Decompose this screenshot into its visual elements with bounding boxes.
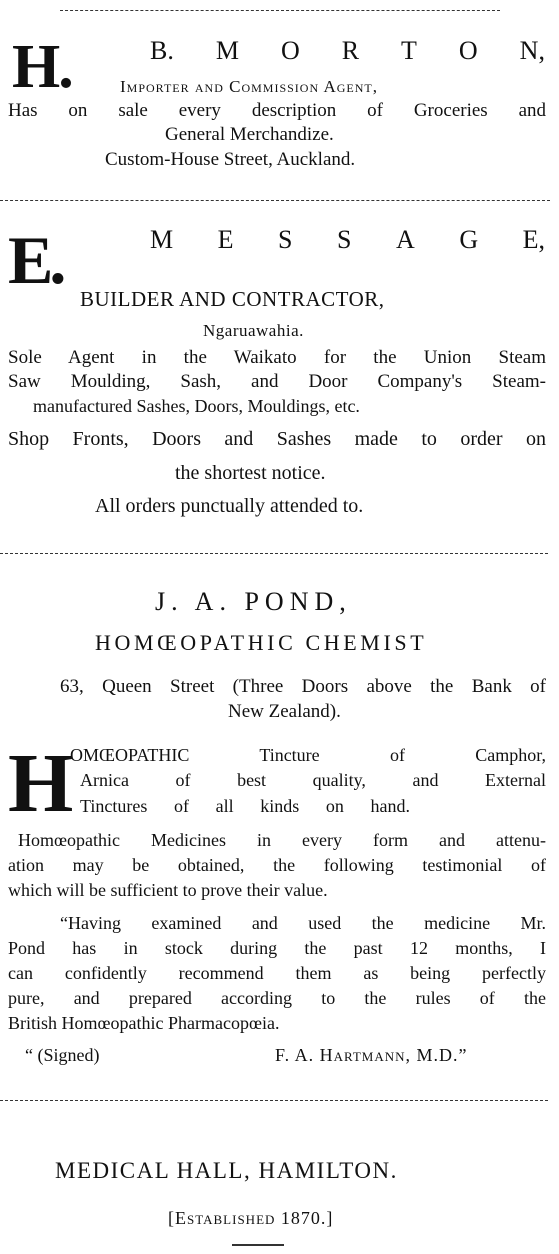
pond-para1-1: OMŒOPATHIC Tincture of Camphor, (70, 745, 546, 765)
morton-name (150, 36, 545, 66)
morton-text-1: Has on sale every description of Groceries and (8, 100, 546, 121)
morton-address: Custom-House Street, Auckland. (105, 149, 356, 170)
pond-address-1: 63, Queen Street (Three Doors above the Bank of (60, 676, 546, 697)
message-role: BUILDER AND CONTRACTOR, (80, 287, 385, 311)
pond-quote-5: British Homœopathic Pharmacopœia. (8, 1013, 280, 1033)
drop-cap-h: H. (12, 33, 72, 101)
name-letter: N, (519, 36, 545, 65)
message-text-4: Shop Fronts, Doors and Sashes made to order on (8, 428, 546, 450)
name-letter: S (278, 225, 293, 254)
name-letter: E (217, 225, 234, 254)
pond-name: J. A. POND, (155, 587, 352, 616)
pond-role: HOMŒOPATHIC CHEMIST (95, 630, 428, 655)
name-letter: O (280, 36, 300, 65)
pond-quote-4: pure, and prepared according to the rules of the (8, 988, 546, 1008)
pond-para1-3: Tinctures of all kinds on hand. (80, 796, 410, 816)
name-letter: M (215, 36, 239, 65)
message-text-6: All orders punctually attended to. (95, 495, 364, 517)
pond-quote-3: can confidently recommend them as being perfectly (8, 963, 546, 983)
name-letter: O (458, 36, 478, 65)
divider-1 (0, 200, 550, 201)
name-letter: S (337, 225, 352, 254)
medical-title: MEDICAL HALL, HAMILTON. (55, 1158, 398, 1183)
message-text-5: the shortest notice. (175, 462, 326, 484)
pond-para1-2: Arnica of best quality, and External (80, 770, 546, 790)
pond-para2-2: ation may be obtained, the following testimonial of (8, 855, 546, 875)
drop-cap-e: E. (8, 222, 63, 298)
morton-text-2: General Merchandize. (165, 124, 334, 145)
name-letter: B. (150, 36, 174, 65)
message-text-1: Sole Agent in the Waikato for the Union Steam (8, 347, 546, 368)
name-letter: A (396, 225, 415, 254)
bottom-rule (232, 1244, 284, 1246)
divider-2 (0, 553, 548, 554)
top-rule (60, 10, 500, 11)
pond-para2-3: which will be sufficient to prove their value. (8, 880, 328, 900)
divider-3 (0, 1100, 548, 1101)
name-letter: G (459, 225, 479, 254)
pond-quote-2: Pond has in stock during the past 12 months, I (8, 938, 546, 958)
pond-address-2: New Zealand). (228, 701, 341, 722)
drop-cap-h-pond: H (8, 737, 74, 830)
pond-signature: F. A. Hartmann, M.D.” (275, 1045, 468, 1065)
message-text-3: manufactured Sashes, Doors, Mouldings, etc. (33, 396, 360, 416)
message-name (150, 225, 545, 255)
medical-established: [Established 1870.] (168, 1208, 334, 1228)
name-letter: E, (522, 225, 545, 254)
pond-quote-1: “Having examined and used the medicine Mr. (60, 913, 546, 933)
pond-para2-1: Homœopathic Medicines in every form and attenu- (18, 830, 546, 850)
pond-signed: “ (Signed) (25, 1045, 100, 1065)
message-town: Ngaruawahia. (203, 321, 304, 340)
name-letter: T (401, 36, 417, 65)
morton-role: Importer and Commission Agent, (120, 77, 378, 96)
name-letter: R (341, 36, 360, 65)
name-letter: M (150, 225, 174, 254)
message-text-2: Saw Moulding, Sash, and Door Company's Steam- (8, 371, 546, 392)
